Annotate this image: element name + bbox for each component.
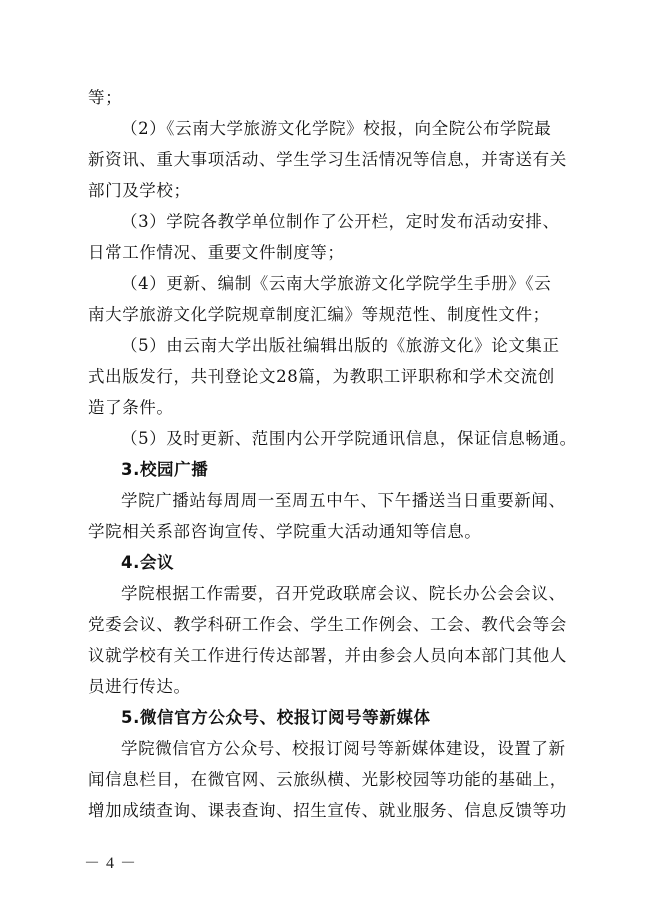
text-line: 党委会议、教学科研工作会、学生工作例会、工会、教代会等会	[88, 615, 567, 634]
text-line: 式出版发行，共刊登论文28篇，为教职工评职称和学术交流创	[88, 367, 555, 386]
text-line: 学院根据工作需要，召开党政联席会议、院长办公会会议、	[121, 584, 566, 603]
text-line: （5）由云南大学出版社编辑出版的《旅游文化》论文集正	[121, 336, 560, 355]
text-line: 南大学旅游文化学院规章制度汇编》等规范性、制度性文件；	[88, 305, 550, 324]
text-line: 学院微信官方公众号、校报订阅号等新媒体建设，设置了新	[121, 739, 566, 758]
text-line: （5）及时更新、范围内公开学院通讯信息，保证信息畅通。	[121, 429, 577, 448]
text-line: （2）《云南大学旅游文化学院》校报，向全院公布学院最	[121, 119, 552, 138]
page-number: － 4 －	[84, 855, 138, 872]
text-line: 等；	[88, 88, 123, 107]
text-line: 日常工作情况、重要文件制度等；	[88, 243, 345, 262]
text-line: 学院相关系部咨询宣传、学院重大活动通知等信息。	[88, 522, 482, 541]
text-line: 增加成绩查询、课表查询、招生宣传、就业服务、信息反馈等功	[88, 801, 567, 820]
text-line: 新资讯、重大事项活动、学生学习生活情况等信息，并寄送有关	[88, 150, 567, 169]
text-line: 部门及学校；	[88, 181, 191, 200]
text-line: 造了条件。	[88, 398, 174, 417]
body-text	[88, 82, 577, 826]
text-line: 议就学校有关工作进行传达部署，并由参会人员向本部门其他人	[88, 646, 567, 665]
text-line: 学院广播站每周周一至周五中午、下午播送当日重要新闻、	[121, 491, 566, 510]
section-heading: 4.会议	[121, 553, 175, 572]
text-line: （3）学院各教学单位制作了公开栏，定时发布活动安排、	[121, 212, 560, 231]
text-line: 员进行传达。	[88, 677, 191, 696]
section-heading: 5.微信官方公众号、校报订阅号等新媒体	[121, 708, 431, 727]
text-line: （4）更新、编制《云南大学旅游文化学院学生手册》《云	[121, 274, 552, 293]
section-heading: 3.校园广播	[121, 460, 209, 479]
text-line: 闻信息栏目，在微官网、云旅纵横、光影校园等功能的基础上，	[88, 770, 567, 789]
